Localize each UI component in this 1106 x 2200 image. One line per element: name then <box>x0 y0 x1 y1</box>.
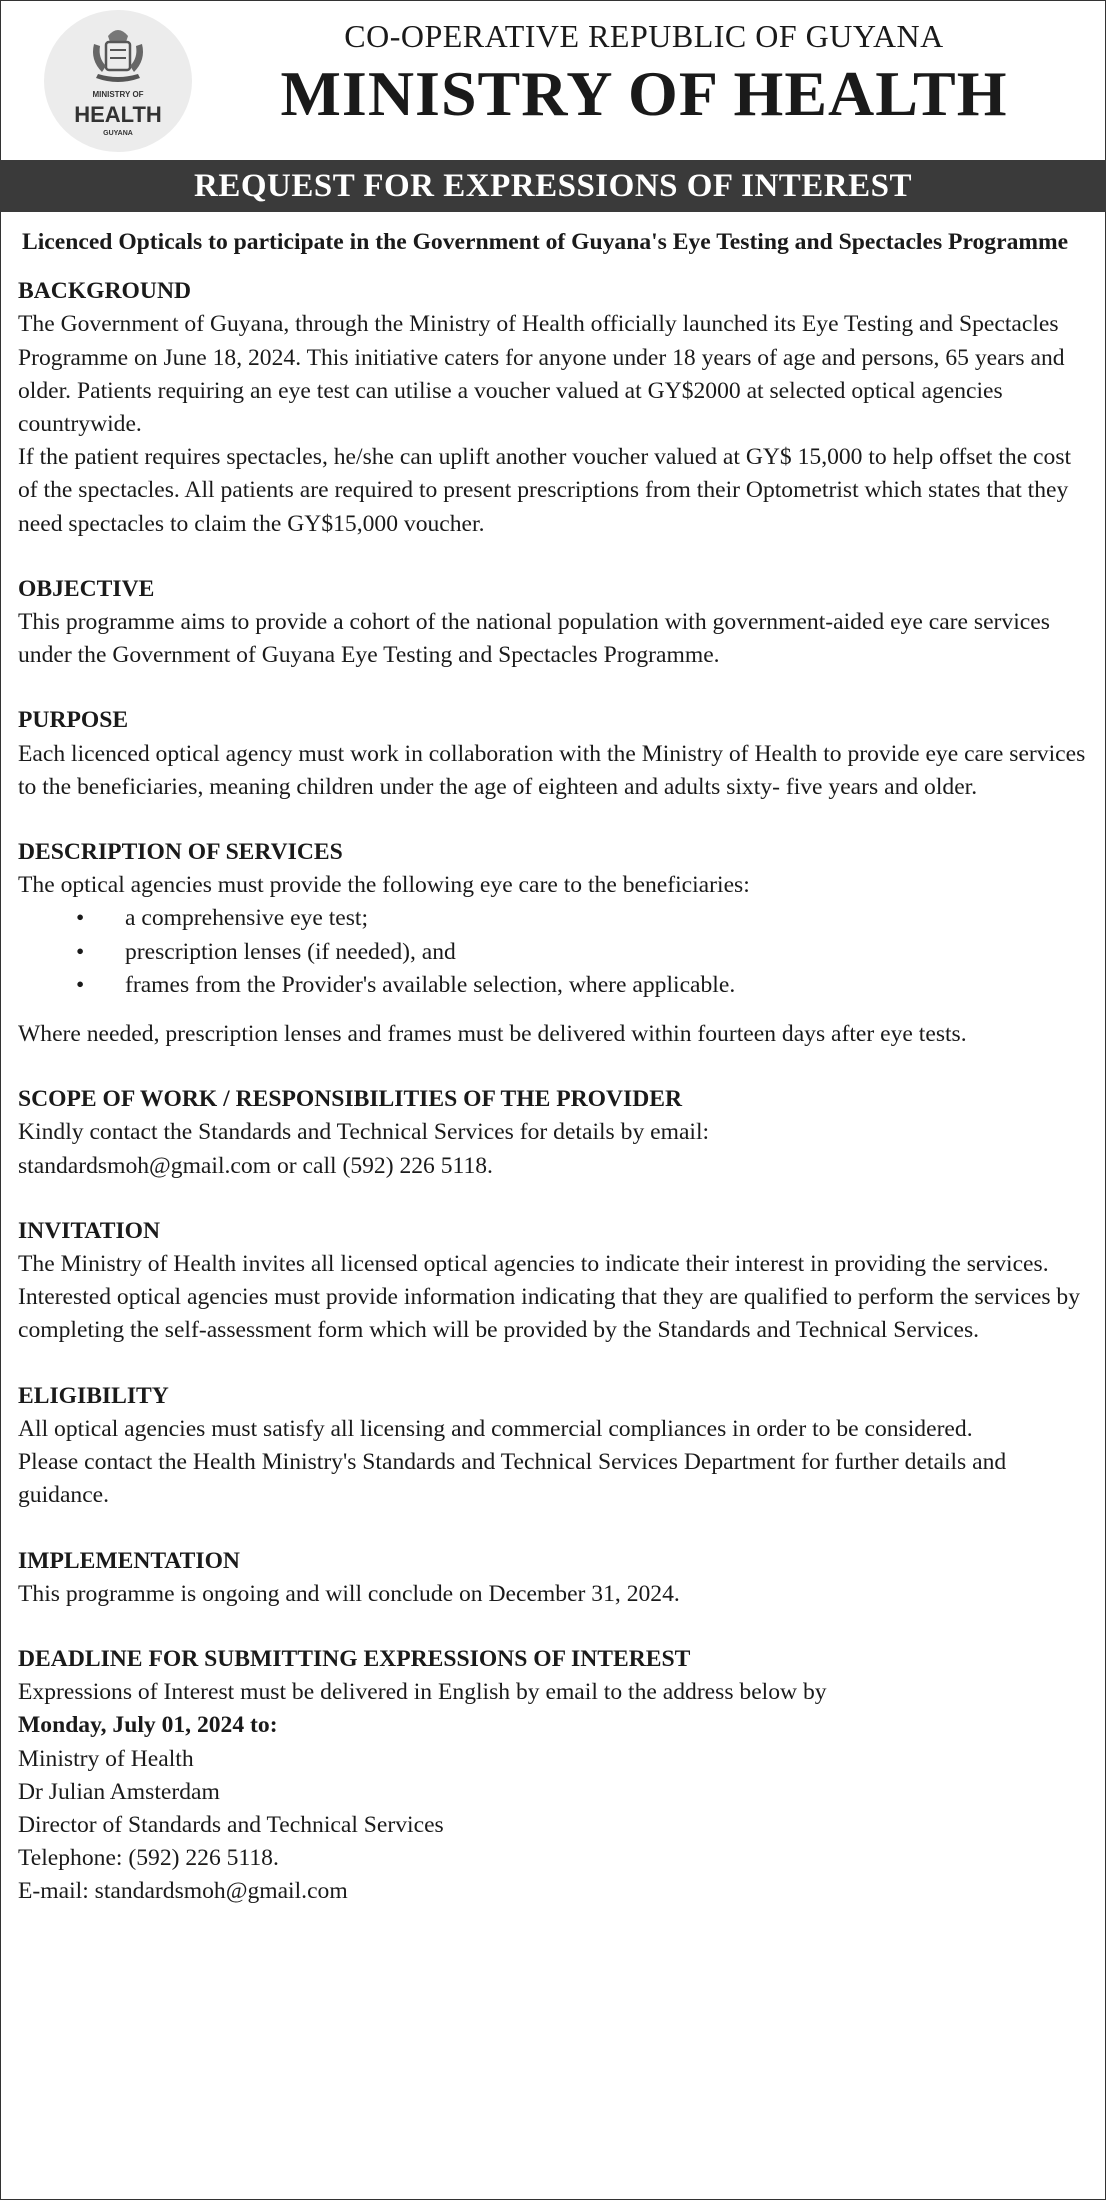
objective-heading: OBJECTIVE <box>18 575 155 602</box>
address-line: Director of Standards and Technical Services <box>18 1811 444 1838</box>
address-line: Ministry of Health <box>18 1745 194 1772</box>
list-item: • frames from the Provider's available selection, where applicable. <box>18 969 1088 1002</box>
deadline-text: Expressions of Interest must be delivered in English by email to the address below by <box>18 1679 827 1706</box>
implementation-text: This programme is ongoing and will conclude on December 31, 2024. <box>18 1580 680 1607</box>
invitation-heading: INVITATION <box>18 1217 161 1244</box>
list-item: • a comprehensive eye test; <box>18 902 1088 935</box>
spectacles-voucher-text: If the patient requires spectacles, he/she can uplift another voucher valued at GY$ 15,000 to help offset the cost of the spectacles. <box>18 444 1072 504</box>
notice-subject: Licenced Opticals to participate in the Government of Guyana's Eye Testing and Spectacles Programme <box>22 229 1069 255</box>
deadline-date: Monday, July 01, 2024 to: <box>18 1712 278 1739</box>
logo-text-guyana: GUYANA <box>103 130 133 137</box>
scope-heading: SCOPE OF WORK / RESPONSIBILITIES OF THE PROVIDER <box>18 1086 683 1113</box>
ministry-logo <box>44 10 192 152</box>
list-item: • prescription lenses (if needed), and <box>18 936 1088 969</box>
scope-contact <box>18 1150 1088 1183</box>
address-line: Dr Julian Amsterdam <box>18 1778 220 1805</box>
address-line: E-mail: standardsmoh@gmail.com <box>18 1878 348 1905</box>
scope-text: Kindly contact the Standards and Technical Services for details by email: <box>18 1119 710 1146</box>
notice-banner: REQUEST FOR EXPRESSIONS OF INTEREST <box>0 160 1106 212</box>
eligibility-contact: Please contact the Health Ministry's Standards and Technical Services Department for further details and guidance. <box>18 1449 1007 1509</box>
services-list <box>18 902 1088 1002</box>
eligibility-text: All optical agencies must satisfy all licensing and commercial compliances in order to be considered. <box>18 1415 973 1442</box>
prescription-requirement: All patients are required to present prescriptions from their Optometrist which states that they need spectacles to claim the GY$15,000 voucher. <box>18 477 1069 537</box>
invitation-text: The Ministry of Health invites all licensed optical agencies to indicate their interest in providing the services. Interested optical agencies must provide information indicating that they are qualified to perform the services by completing the self-assessment form which will be provided by the Standards and Technical Services. <box>18 1251 1081 1344</box>
logo-text-health: HEALTH <box>74 102 162 127</box>
services-heading: DESCRIPTION OF SERVICES <box>18 839 343 866</box>
services-delivery-note: Where needed, prescription lenses and frames must be delivered within fourteen days after eye tests. <box>18 1021 967 1048</box>
email-link[interactable]: standardsmoh@gmail.com <box>18 1152 272 1179</box>
logo-text-ministry: MINISTRY OF <box>92 90 144 99</box>
coat-of-arms-icon <box>86 22 150 88</box>
objective-text: This programme aims to provide a cohort of the national population with government-aided eye care services under the Government of Guyana Eye Testing and Spectacles Programme. <box>18 609 1050 669</box>
address-line: Telephone: (592) 226 5118. <box>18 1845 279 1872</box>
notice-body <box>18 226 1088 1909</box>
scope-phone: or call (592) 226 5118. <box>276 1152 493 1179</box>
background-voucher-text <box>18 441 1088 541</box>
services-intro: The optical agencies must provide the following eye care to the beneficiaries: <box>18 872 750 899</box>
background-text: The Government of Guyana, through the Ministry of Health officially launched its Eye Testing and Spectacles Programme on June 18, 2024. This initiative caters for anyone under 18 years of age and persons, 65 years and older. Patients requiring an eye test can utilise a voucher valued at GY$2000 at selected optical agencies countrywide. <box>18 311 1065 438</box>
header <box>0 0 1106 158</box>
implementation-heading: IMPLEMENTATION <box>18 1547 240 1574</box>
deadline-heading: DEADLINE FOR SUBMITTING EXPRESSIONS OF INTEREST <box>18 1645 691 1672</box>
ministry-title: MINISTRY OF HEALTH <box>280 58 1008 129</box>
background-heading: BACKGROUND <box>18 278 192 305</box>
eligibility-heading: ELIGIBILITY <box>18 1382 169 1409</box>
country-name: CO-OPERATIVE REPUBLIC OF GUYANA <box>344 18 944 54</box>
purpose-heading: PURPOSE <box>18 707 129 734</box>
purpose-text: Each licenced optical agency must work in collaboration with the Ministry of Health to provide eye care services to the beneficiaries, meaning children under the age of eighteen and adults sixty- five years and older. <box>18 740 1086 800</box>
